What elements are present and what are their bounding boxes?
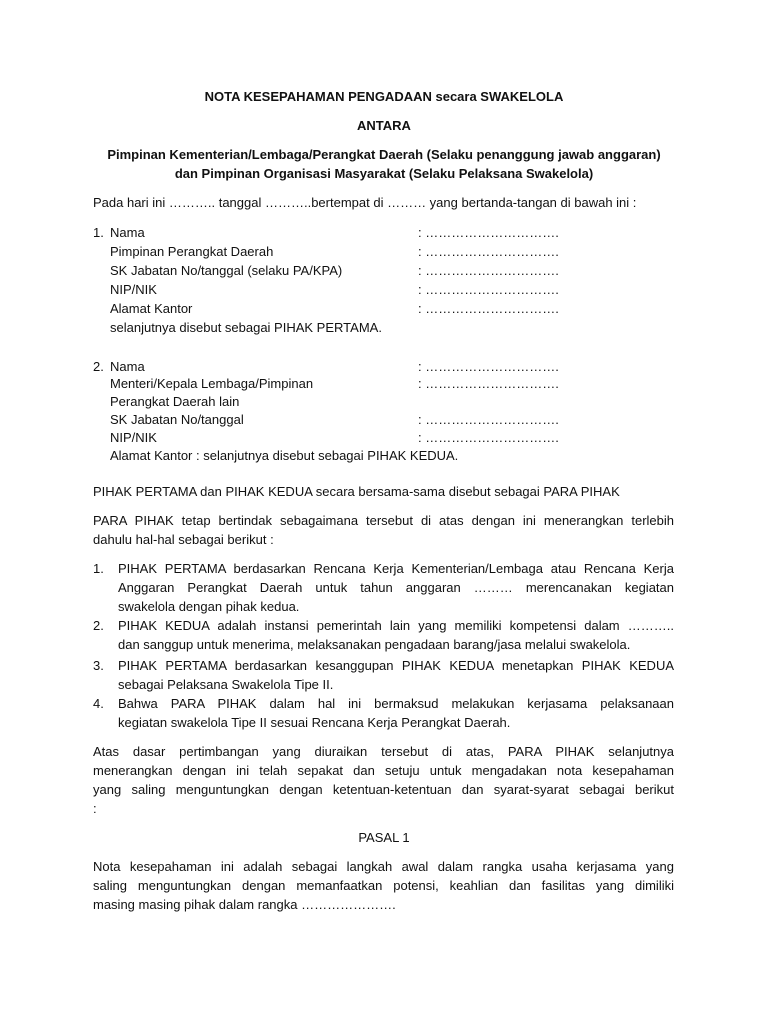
point-1-line-3: swakelola dengan pihak kedua. xyxy=(118,599,300,614)
party2-label-position: Menteri/Kepala Lembaga/Pimpinan xyxy=(110,376,314,391)
point-3-line-1: PIHAK PERTAMA berdasarkan kesanggupan PIHAK KEDUA menetapkan PIHAK KEDUA xyxy=(118,658,674,673)
statement-line-2: dahulu hal-hal sebagai berikut : xyxy=(93,532,274,547)
party2-value-nip: : …………………………. xyxy=(418,430,559,445)
parties-heading-line2: dan Pimpinan Organisasi Masyarakat (Selaku Pelaksana Swakelola) xyxy=(174,166,594,181)
consider-line-1: Atas dasar pertimbangan yang diuraikan tersebut di atas, PARA PIHAK selanjutnya xyxy=(93,744,674,759)
party2-label-nip: NIP/NIK xyxy=(110,430,157,445)
point-4-line-2: kegiatan swakelola Tipe II sesuai Rencana Kerja Perangkat Daerah. xyxy=(118,715,511,730)
document-title: NOTA KESEPAHAMAN PENGADAAN secara SWAKELOLA xyxy=(204,89,564,104)
party2-closing: Alamat Kantor : selanjutnya disebut sebagai PIHAK KEDUA. xyxy=(110,448,459,463)
point-1-number: 1. xyxy=(93,561,104,576)
party2-number: 2. xyxy=(93,359,104,374)
pasal-line-2: saling menguntungkan dengan memanfaatkan potensi, keahlian dan fasilitas yang dimiliki xyxy=(93,878,674,893)
party1-value-address: : …………………………. xyxy=(418,301,559,316)
party1-value-sk: : …………………………. xyxy=(418,263,559,278)
party2-label-name: Nama xyxy=(110,359,145,374)
party1-label-name: Nama xyxy=(110,225,145,240)
intro-paragraph: Pada hari ini ……….. tanggal ………..bertempat di ……… yang bertanda-tangan di bawah ini : xyxy=(93,195,637,210)
point-2-line-1: PIHAK KEDUA adalah instansi pemerintah lain yang memiliki kompetensi dalam ……….. xyxy=(118,618,674,633)
point-3-number: 3. xyxy=(93,658,104,673)
party1-closing: selanjutnya disebut sebagai PIHAK PERTAMA. xyxy=(110,320,382,335)
party1-label-address: Alamat Kantor xyxy=(110,301,193,316)
party1-label-position: Pimpinan Perangkat Daerah xyxy=(110,244,274,259)
consider-line-3: yang saling menguntungkan dengan ketentuan-ketentuan dan syarat-syarat sebagai berikut xyxy=(93,782,674,797)
party1-label-nip: NIP/NIK xyxy=(110,282,157,297)
party1-label-sk: SK Jabatan No/tanggal (selaku PA/KPA) xyxy=(110,263,343,278)
point-1-line-1: PIHAK PERTAMA berdasarkan Rencana Kerja Kementerian/Lembaga atau Rencana Kerja xyxy=(118,561,674,576)
between-heading: ANTARA xyxy=(357,118,411,133)
point-3-line-2: sebagai Pelaksana Swakelola Tipe II. xyxy=(118,677,334,692)
party2-value-position: : …………………………. xyxy=(418,376,559,391)
point-4-line-1: Bahwa PARA PIHAK dalam hal ini bermaksud melakukan kerjasama pelaksanaan xyxy=(118,696,674,711)
party1-value-nip: : …………………………. xyxy=(418,282,559,297)
point-2-line-2: dan sanggup untuk menerima, melaksanakan pengadaan barang/jasa melalui swakelola. xyxy=(118,637,631,652)
point-4-number: 4. xyxy=(93,696,104,711)
party2-label-sk: SK Jabatan No/tanggal xyxy=(110,412,244,427)
party1-value-name: : …………………………. xyxy=(418,225,559,240)
pasal-line-1: Nota kesepahaman ini adalah sebagai langkah awal dalam rangka usaha kerjasama yang xyxy=(93,859,674,874)
parties-heading-line1: Pimpinan Kementerian/Lembaga/Perangkat Daerah (Selaku penanggung jawab anggaran) xyxy=(107,147,661,162)
pasal-line-3: masing masing pihak dalam rangka …………………. xyxy=(93,897,396,912)
party1-number: 1. xyxy=(93,225,104,240)
statement-line-1: PARA PIHAK tetap bertindak sebagaimana tersebut di atas dengan ini menerangkan terlebih xyxy=(93,513,674,528)
pasal-title: PASAL 1 xyxy=(358,830,410,845)
point-1-line-2: Anggaran Perangkat Daerah untuk tahun anggaran ……… merencanakan kegiatan xyxy=(118,580,674,595)
consider-line-4: : xyxy=(93,801,97,816)
consider-line-2: menerangkan dengan ini telah sepakat dan setuju untuk mengadakan nota kesepahaman xyxy=(93,763,674,778)
point-2-number: 2. xyxy=(93,618,104,633)
together-paragraph: PIHAK PERTAMA dan PIHAK KEDUA secara bersama-sama disebut sebagai PARA PIHAK xyxy=(93,484,620,499)
party2-value-name: : …………………………. xyxy=(418,359,559,374)
party1-value-position: : …………………………. xyxy=(418,244,559,259)
party2-label-position-cont: Perangkat Daerah lain xyxy=(110,394,240,409)
party2-value-sk: : …………………………. xyxy=(418,412,559,427)
